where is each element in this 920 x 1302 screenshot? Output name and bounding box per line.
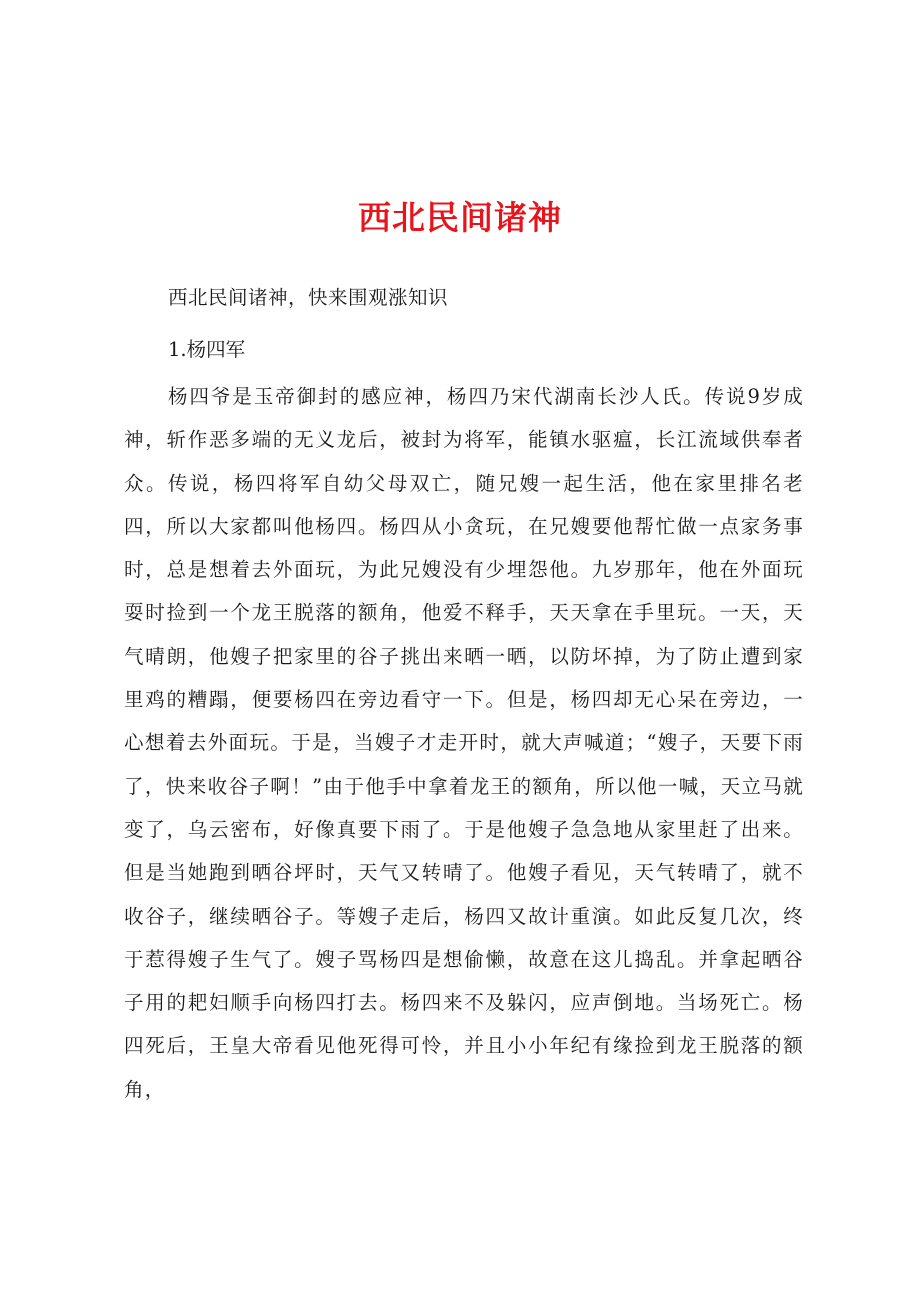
body-paragraph: 杨四爷是玉帝御封的感应神，杨四乃宋代湖南长沙人氏。传说9岁成神，斩作恶多端的无义龙后，被封为将军，能镇水驱瘟，长江流域供奉者众。传说，杨四将军自幼父母双亡，随兄嫂一起生活，他在家里排名老四，所以大家都叫他杨四。杨四从小贪玩，在兄嫂要他帮忙做一点家务事时，总是想着去外面玩，为此兄嫂没有少埋怨他。九岁那年，他在外面玩耍时捡到一个龙王脱落的额角，他爱不释手，天天拿在手里玩。一天，天气晴朗，他嫂子把家里的谷子挑出来晒一晒，以防坏掉，为了防止遭到家里鸡的糟蹋，便要杨四在旁边看守一下。但是，杨四却无心呆在旁边，一心想着去外面玩。于是，当嫂子才走开时，就大声喊道；“嫂子，天要下雨了，快来收谷子啊！”由于他手中拿着龙王的额角，所以他一喊，天立马就变了，乌云密布，好像真要下雨了。于是他嫂子急急地从家里赶了出来。但是当她跑到晒谷坪时，天气又转晴了。他嫂子看见，天气转晴了，就不收谷子，继续晒谷子。等嫂子走后，杨四又故计重演。如此反复几次，终于惹得嫂子生气了。嫂子骂杨四是想偷懒，故意在这儿捣乱。并拿起晒谷子用的耙妇顺手向杨四打去。杨四来不及躲闪，应声倒地。当场死亡。杨四死后，王皇大帝看见他死得可怜，并且小小年纪有缘捡到龙王脱落的额角，	[124, 385, 804, 1101]
intro-line: 西北民间诸神，快来围观涨知识	[168, 286, 449, 309]
document-title: 西北民间诸神	[358, 198, 562, 237]
section-heading: 1.杨四军	[168, 338, 246, 361]
